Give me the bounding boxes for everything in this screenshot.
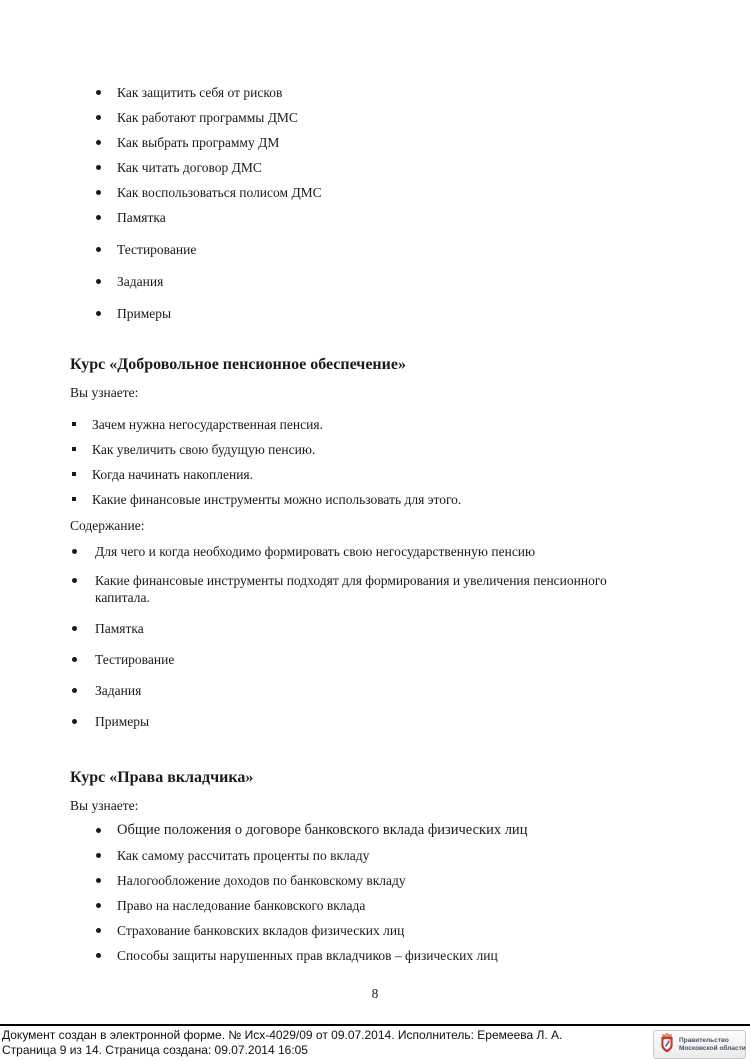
list-item: Как защитить себя от рисков — [95, 84, 680, 101]
list-item: Тестирование — [95, 241, 680, 258]
pension-learn-list — [72, 416, 680, 508]
list-item: Памятка — [72, 620, 617, 637]
logo-caption-line-2: Московской области — [679, 1044, 746, 1052]
list-item: Памятка — [95, 209, 680, 226]
list-item: Налогообложение доходов по банковскому вкладу — [95, 872, 680, 889]
document-footer — [0, 1024, 750, 1061]
footer-line-2: Страница 9 из 14. Страница создана: 09.07.2014 16:05 — [2, 1043, 308, 1057]
footer-line-1: Документ создан в электронной форме. № Исх-4029/09 от 09.07.2014. Исполнитель: Еремеева Л. А. — [2, 1028, 563, 1042]
pension-course-title: Курс «Добровольное пенсионное обеспечение» — [70, 356, 406, 373]
depositor-learn-list — [95, 822, 680, 964]
list-item: Как работают программы ДМС — [95, 109, 680, 126]
list-item: Какие финансовые инструменты можно использовать для этого. — [72, 491, 680, 508]
list-item: Как воспользоваться полисом ДМС — [95, 184, 680, 201]
list-item: Задания — [95, 273, 680, 290]
logo-caption-line-1: Правительство — [679, 1036, 729, 1044]
list-item: Для чего и когда необходимо формировать свою негосударственную пенсию — [72, 543, 617, 560]
footer-metadata — [0, 1026, 750, 1058]
logo-caption — [679, 1037, 746, 1053]
coat-of-arms-icon — [660, 1032, 674, 1058]
list-item: Как самому рассчитать проценты по вкладу — [95, 847, 680, 864]
pension-contents-label: Содержание: — [70, 518, 145, 533]
moscow-region-government-logo — [653, 1030, 746, 1059]
list-item: Задания — [72, 682, 617, 699]
list-item: Примеры — [95, 305, 680, 322]
list-item: Какие финансовые инструменты подходят для формирования и увеличения пенсионного капитала. — [72, 572, 617, 606]
list-item: Как читать договор ДМС — [95, 159, 680, 176]
page-number: 8 — [371, 986, 379, 1001]
list-item: Тестирование — [72, 651, 617, 668]
list-item: Право на наследование банковского вклада — [95, 897, 680, 914]
pension-learn-label: Вы узнаете: — [70, 385, 139, 400]
pension-contents-list — [72, 543, 680, 730]
list-item: Зачем нужна негосударственная пенсия. — [72, 416, 680, 433]
depositor-course-title: Курс «Права вкладчика» — [70, 769, 254, 786]
dms-topic-list — [95, 84, 680, 322]
depositor-learn-label: Вы узнаете: — [70, 798, 139, 813]
list-item: Как увеличить свою будущую пенсию. — [72, 441, 680, 458]
list-item: Примеры — [72, 713, 617, 730]
list-item: Когда начинать накопления. — [72, 466, 680, 483]
list-item: Страхование банковских вкладов физических лиц — [95, 922, 680, 939]
list-item: Как выбрать программу ДМ — [95, 134, 680, 151]
list-item: Способы защиты нарушенных прав вкладчиков – физических лиц — [95, 947, 680, 964]
list-item: Общие положения о договоре банковского вклада физических лиц — [95, 822, 680, 839]
